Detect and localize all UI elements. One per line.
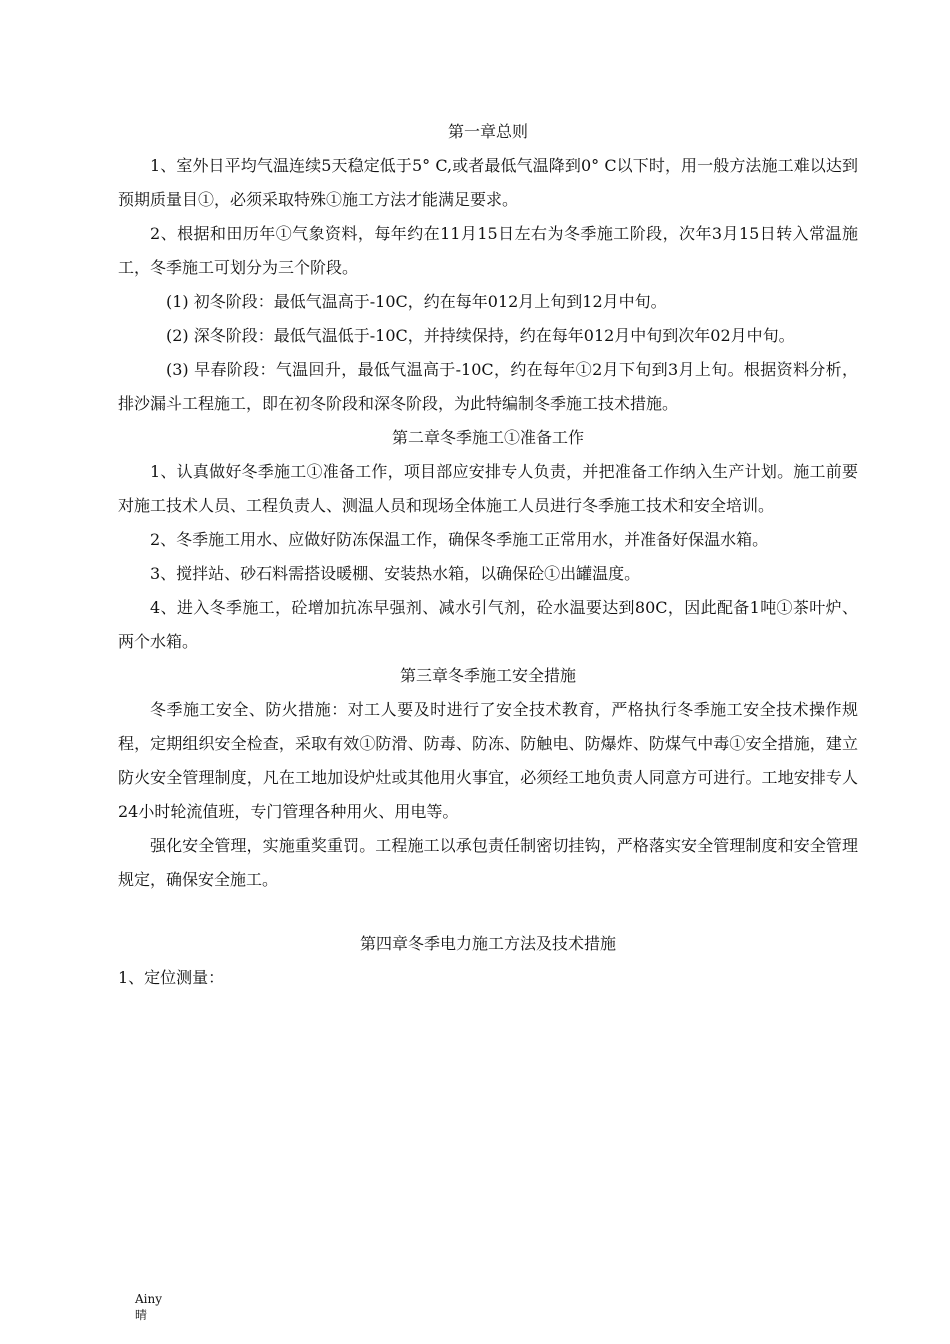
chapter-4-paragraph-1: 1、定位测量： xyxy=(118,968,225,987)
chapter-1-stage-3: (3) 早春阶段：气温回升，最低气温高于-10C，约在每年①2月下旬到3月上旬。根据资料分析，排沙漏斗工程施工，即在初冬阶段和深冬阶段，为此特编制冬季施工技术措施。 xyxy=(118,360,858,413)
chapter-1-paragraph-1: 1、室外日平均气温连续5天稳定低于5° C,或者最低气温降到0° C以下时，用一般方法施工难以达到预期质量目①，必须采取特殊①施工方法才能满足要求。 xyxy=(118,156,858,209)
footer-line-2: 晴 xyxy=(135,1308,148,1322)
chapter-3-paragraph-2: 强化安全管理，实施重奖重罚。工程施工以承包责任制密切挂钩，严格落实安全管理制度和安全管理规定，确保安全施工。 xyxy=(118,836,858,889)
chapter-3-title: 第三章冬季施工安全措施 xyxy=(399,666,576,685)
document-body xyxy=(118,115,858,995)
chapter-1-stage-1: (1) 初冬阶段：最低气温高于-10C，约在每年012月上旬到12月中旬。 xyxy=(166,292,667,311)
chapter-1-paragraph-2: 2、根据和田历年①气象资料，每年约在11月15日左右为冬季施工阶段，次年3月15日转入常温施工，冬季施工可划分为三个阶段。 xyxy=(118,224,858,277)
section-gap xyxy=(118,897,858,927)
chapter-1-stage-2: (2) 深冬阶段：最低气温低于-10C，并持续保持，约在每年012月中旬到次年02月中旬。 xyxy=(166,326,795,345)
chapter-2-paragraph-3: 3、搅拌站、砂石料需搭设暖棚、安装热水箱，以确保砼①出罐温度。 xyxy=(150,564,641,583)
chapter-1-title: 第一章总则 xyxy=(447,122,528,141)
page-footer xyxy=(135,1291,162,1323)
chapter-2-paragraph-1: 1、认真做好冬季施工①准备工作，项目部应安排专人负责，并把准备工作纳入生产计划。施工前要对施工技术人员、工程负责人、测温人员和现场全体施工人员进行冬季施工技术和安全培训。 xyxy=(118,462,858,515)
chapter-2-paragraph-2: 2、冬季施工用水、应做好防冻保温工作，确保冬季施工正常用水，并准备好保温水箱。 xyxy=(150,530,769,549)
chapter-2-paragraph-4: 4、进入冬季施工，砼增加抗冻早强剂、减水引气剂，砼水温要达到80C，因此配备1吨①茶叶炉、两个水箱。 xyxy=(118,598,858,651)
footer-line-1: Ainy xyxy=(135,1292,163,1306)
chapter-4-title: 第四章冬季电力施工方法及技术措施 xyxy=(359,934,616,953)
chapter-3-paragraph-1: 冬季施工安全、防火措施：对工人要及时进行了安全技术教育，严格执行冬季施工安全技术操作规程，定期组织安全检查，采取有效①防滑、防毒、防冻、防触电、防爆炸、防煤气中毒①安全措施，建立防火安全管理制度，凡在工地加设炉灶或其他用火事宜，必须经工地负责人同意方可进行。工地安排专人24小时轮流值班，专门管理各种用火、用电等。 xyxy=(118,700,858,821)
chapter-2-title: 第二章冬季施工①准备工作 xyxy=(391,428,584,447)
